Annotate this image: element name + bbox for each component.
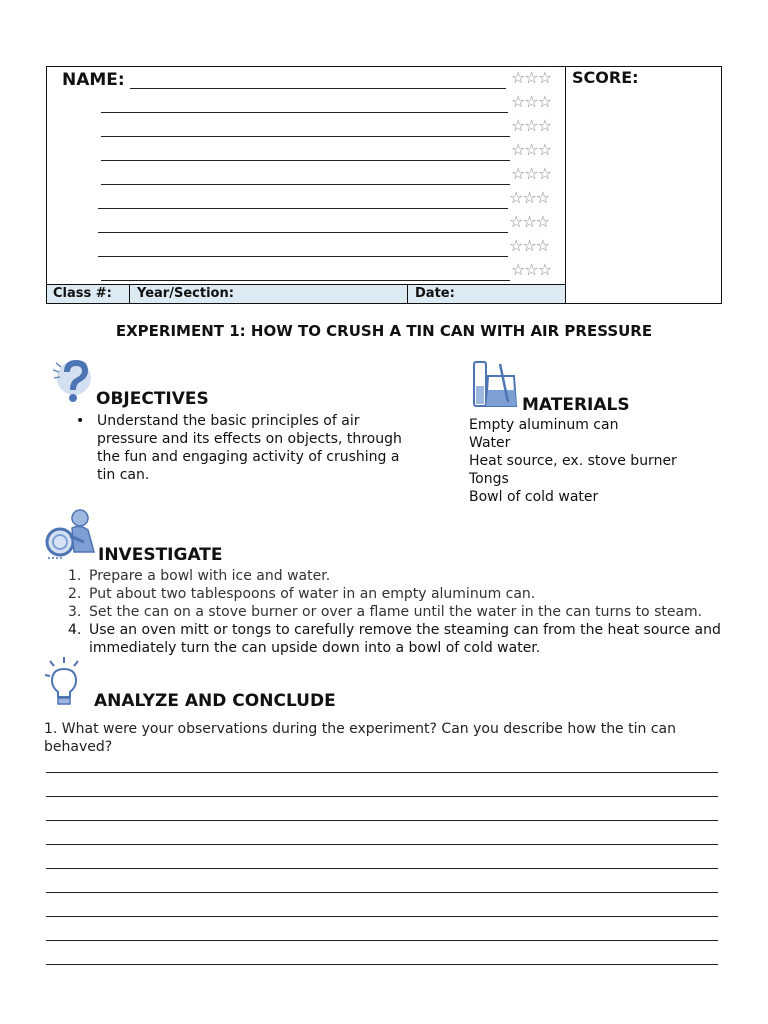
investigate-heading: INVESTIGATE bbox=[98, 545, 223, 565]
bar-divider bbox=[407, 285, 408, 303]
answer-line[interactable] bbox=[46, 868, 718, 869]
class-number-label: Class #: bbox=[53, 286, 112, 301]
star-rating[interactable]: ☆☆☆ bbox=[509, 212, 550, 231]
star-rating[interactable]: ☆☆☆ bbox=[509, 188, 550, 207]
lightbulb-icon bbox=[44, 655, 84, 707]
score-divider bbox=[565, 66, 566, 304]
bullet: • bbox=[76, 413, 85, 429]
name-line[interactable] bbox=[98, 208, 508, 209]
materials-list bbox=[469, 416, 729, 506]
star-rating[interactable]: ☆☆☆ bbox=[511, 140, 552, 159]
name-line[interactable] bbox=[101, 280, 510, 281]
material-item: Bowl of cold water bbox=[469, 489, 599, 505]
step-text: Use an oven mitt or tongs to carefully remove the steaming can from the heat source and immediately turn the can upside down into a bowl of cold water. bbox=[89, 622, 721, 656]
date-label: Date: bbox=[415, 286, 455, 301]
name-line[interactable] bbox=[98, 256, 508, 257]
material-item: Empty aluminum can bbox=[469, 417, 619, 433]
name-line[interactable] bbox=[98, 232, 508, 233]
materials-heading: MATERIALS bbox=[522, 395, 630, 415]
material-item: Water bbox=[469, 435, 511, 451]
step-item bbox=[46, 603, 726, 621]
step-number: 3. bbox=[68, 604, 82, 620]
material-item: Heat source, ex. stove burner bbox=[469, 453, 677, 469]
score-label: SCORE: bbox=[572, 68, 639, 87]
step-item bbox=[46, 621, 726, 657]
score-field[interactable] bbox=[567, 92, 720, 282]
star-rating[interactable]: ☆☆☆ bbox=[511, 116, 552, 135]
star-rating[interactable]: ☆☆☆ bbox=[511, 164, 552, 183]
question-mark-icon bbox=[50, 356, 94, 406]
name-line[interactable] bbox=[101, 136, 510, 137]
step-number: 2. bbox=[68, 586, 82, 602]
answer-line[interactable] bbox=[46, 964, 718, 965]
analysis-question: 1. What were your observations during the experiment? Can you describe how the tin can behaved? bbox=[44, 721, 676, 755]
answer-line[interactable] bbox=[46, 940, 718, 941]
answer-line[interactable] bbox=[46, 796, 718, 797]
answer-line[interactable] bbox=[46, 772, 718, 773]
step-item bbox=[46, 567, 726, 585]
material-item: Tongs bbox=[469, 471, 509, 487]
step-number: 4. bbox=[68, 622, 82, 638]
bar-divider bbox=[129, 285, 130, 303]
step-number: 1. bbox=[68, 568, 82, 584]
objective-item: Understand the basic principles of air pressure and its effects on objects, through the fun and engaging activity of crushing a tin can. bbox=[97, 413, 402, 483]
name-label: NAME: bbox=[62, 70, 125, 90]
analyze-heading: ANALYZE AND CONCLUDE bbox=[94, 691, 336, 711]
step-text: Prepare a bowl with ice and water. bbox=[89, 568, 331, 584]
objectives-list bbox=[76, 412, 416, 484]
name-line[interactable] bbox=[101, 112, 508, 113]
objectives-heading: OBJECTIVES bbox=[96, 389, 209, 409]
investigate-steps bbox=[46, 567, 726, 657]
step-text: Put about two tablespoons of water in an empty aluminum can. bbox=[89, 586, 536, 602]
star-rating[interactable]: ☆☆☆ bbox=[509, 236, 550, 255]
answer-line[interactable] bbox=[46, 844, 718, 845]
experiment-title: EXPERIMENT 1: HOW TO CRUSH A TIN CAN WITH AIR PRESSURE bbox=[115, 322, 653, 340]
star-rating[interactable]: ☆☆☆ bbox=[511, 92, 552, 111]
answer-line[interactable] bbox=[46, 892, 718, 893]
class-info-bar bbox=[47, 284, 565, 303]
name-line[interactable] bbox=[101, 184, 510, 185]
magnifier-scientist-icon bbox=[44, 506, 102, 562]
star-rating[interactable]: ☆☆☆ bbox=[511, 260, 552, 279]
star-rating[interactable]: ☆☆☆ bbox=[511, 68, 552, 87]
step-text: Set the can on a stove burner or over a flame until the water in the can turns to steam. bbox=[89, 604, 703, 620]
beaker-icon bbox=[470, 358, 522, 410]
answer-line[interactable] bbox=[46, 820, 718, 821]
step-item bbox=[46, 585, 726, 603]
answer-line[interactable] bbox=[46, 916, 718, 917]
name-line[interactable] bbox=[130, 88, 506, 89]
year-section-label: Year/Section: bbox=[137, 286, 234, 301]
name-line[interactable] bbox=[101, 160, 510, 161]
